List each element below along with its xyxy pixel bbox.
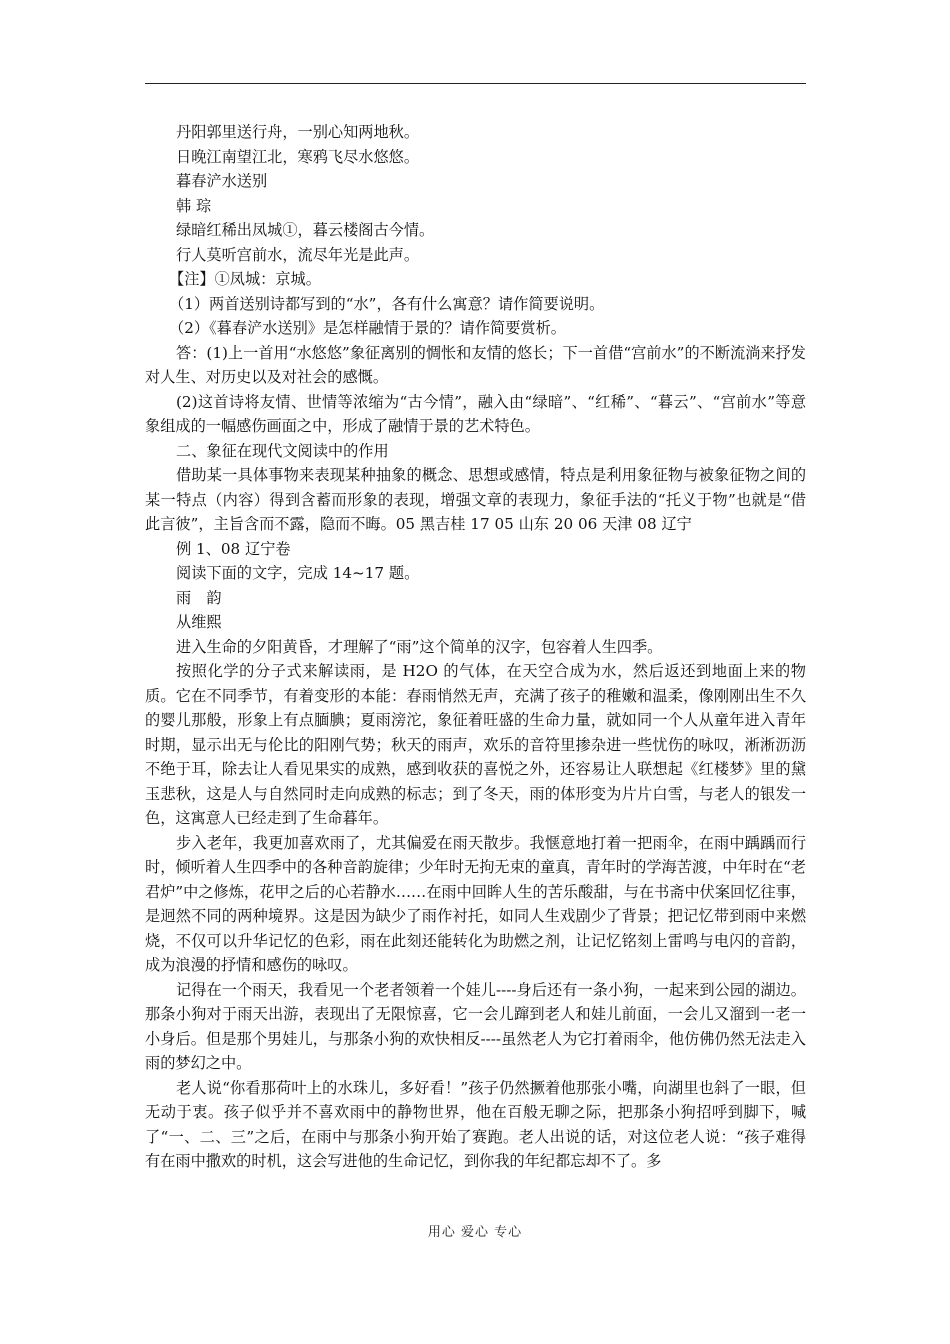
poem-note: 【注】①凤城：京城。 (169, 270, 321, 288)
poem2-title: 暮春浐水送别 (176, 172, 268, 190)
question-2: （2）《暮春浐水送别》是怎样融情于景的？请作简要赏析。 (169, 319, 566, 337)
article-title: 雨 韵 (176, 588, 222, 607)
header-rule (145, 83, 806, 84)
poem2-author: 韩 琮 (176, 196, 212, 215)
document-body (145, 120, 806, 1174)
poem1-line2: 日晚江南望江北，寒鸦飞尽水悠悠。 (176, 147, 419, 166)
article-paragraph-5: 老人说“你看那荷叶上的水珠儿，多好看！”孩子仍然撅着他那张小嘴，向湖里也斜了一眼，但无动于衷。孩子似乎并不喜欢雨中的静物世界，他在百般无聊之际，把那条小狗招呼到脚下，喊了“一、二、三”之后，在雨中与那条小狗开始了赛跑。老人出说的话，对这位老人说：“孩子难得有在雨中撒欢的时机，这会写进他的生命记忆，到你我的年纪都忘却不了。多 (145, 1078, 806, 1170)
article-paragraph-2: 按照化学的分子式来解读雨，是 H2O 的气体，在天空合成为水，然后返还到地面上来的物质。它在不同季节，有着变形的本能：春雨悄然无声，充满了孩子的稚嫩和温柔，像刚刚出生不久的婴儿那般，形象上有点腼腆；夏雨滂沱，象征着旺盛的生命力量，就如同一个人从童年进入青年时期，显示出无与伦比的阳刚气势；秋天的雨声，欢乐的音符里掺杂进一些忧伤的咏叹，淅淅沥沥不绝于耳，除去让人看见果实的成熟，感到收获的喜悦之外，还容易让人联想起《红楼梦》里的黛玉悲秋，这是人与自然同时走向成熟的标志；到了冬天，雨的体形变为片片白雪，与老人的银发一色，这寓意人已经走到了生命暮年。 (145, 662, 806, 827)
question-1: （1）两首送别诗都写到的“水”，各有什么寓意？请作简要说明。 (169, 294, 605, 313)
poem2-line1: 绿暗红稀出凤城①，暮云楼阁古今情。 (176, 221, 435, 239)
answer-2: (2)这首诗将友情、世情等浓缩为“古今情”，融入由“绿暗”、“红稀”、“暮云”、“宫前水”等意象组成的一幅感伤画面之中，形成了融情于景的艺术特色。 (145, 392, 807, 435)
article-paragraph-3: 步入老年，我更加喜欢雨了，尤其偏爱在雨天散步。我惬意地打着一把雨伞，在雨中踽踽而行时，倾听着人生四季中的各种音韵旋律；少年时无拘无束的童真，青年时的学海苦渡，中年时在“老君炉”中之修炼，花甲之后的心若静水……在雨中回眸人生的苦乐酸甜，与在书斋中伏案回忆往事，是迥然不同的两种境界。这是因为缺少了雨作衬托，如同人生戏剧少了背景；把记忆带到雨中来燃烧，不仅可以升华记忆的色彩，雨在此刻还能转化为助燃之剂，让记忆铭刻上雷鸣与电闪的音韵，成为浪漫的抒情和感伤的咏叹。 (145, 833, 806, 974)
section-intro: 借助某一具体事物来表现某种抽象的概念、思想或感情，特点是利用象征物与被象征物之间的某一特点（内容）得到含蓄而形象的表现，增强文章的表现力，象征手法的“托义于物”也就是“借此言彼”，主旨含而不露，隐而不晦。05 黑吉桂 17 05 山东 20 06 天津 08 辽宁 (145, 466, 806, 533)
article-author: 从维熙 (176, 613, 222, 631)
example-instruction: 阅读下面的文字，完成 14~17 题。 (176, 564, 420, 582)
poem2-line2: 行人莫听宫前水，流尽年光是此声。 (176, 245, 419, 264)
article-paragraph-1: 进入生命的夕阳黄昏，才理解了“雨”这个简单的汉字，包容着人生四季。 (176, 637, 663, 656)
article-paragraph-4: 记得在一个雨天，我看见一个老者领着一个娃儿----身后还有一条小狗，一起来到公园的湖边。那条小狗对于雨天出游，表现出了无限惊喜，它一会儿蹿到老人和娃儿前面，一会儿又溜到一老一小身后。但是那个男娃儿，与那条小狗的欢快相反----虽然老人为它打着雨伞，他仿佛仍然无法走入雨的梦幻之中。 (145, 980, 806, 1072)
page-footer: 用心 爱心 专心 (427, 1225, 523, 1240)
example-label: 例 1、08 辽宁卷 (176, 539, 291, 558)
section-heading: 二、象征在现代文阅读中的作用 (176, 441, 389, 460)
answer-1: 答：(1)上一首用“水悠悠”象征离别的惆怅和友情的悠长；下一首借“宫前水”的不断流淌来抒发对人生、对历史以及对社会的感慨。 (145, 343, 806, 386)
poem1-line1: 丹阳郭里送行舟，一别心知两地秋。 (176, 123, 419, 141)
